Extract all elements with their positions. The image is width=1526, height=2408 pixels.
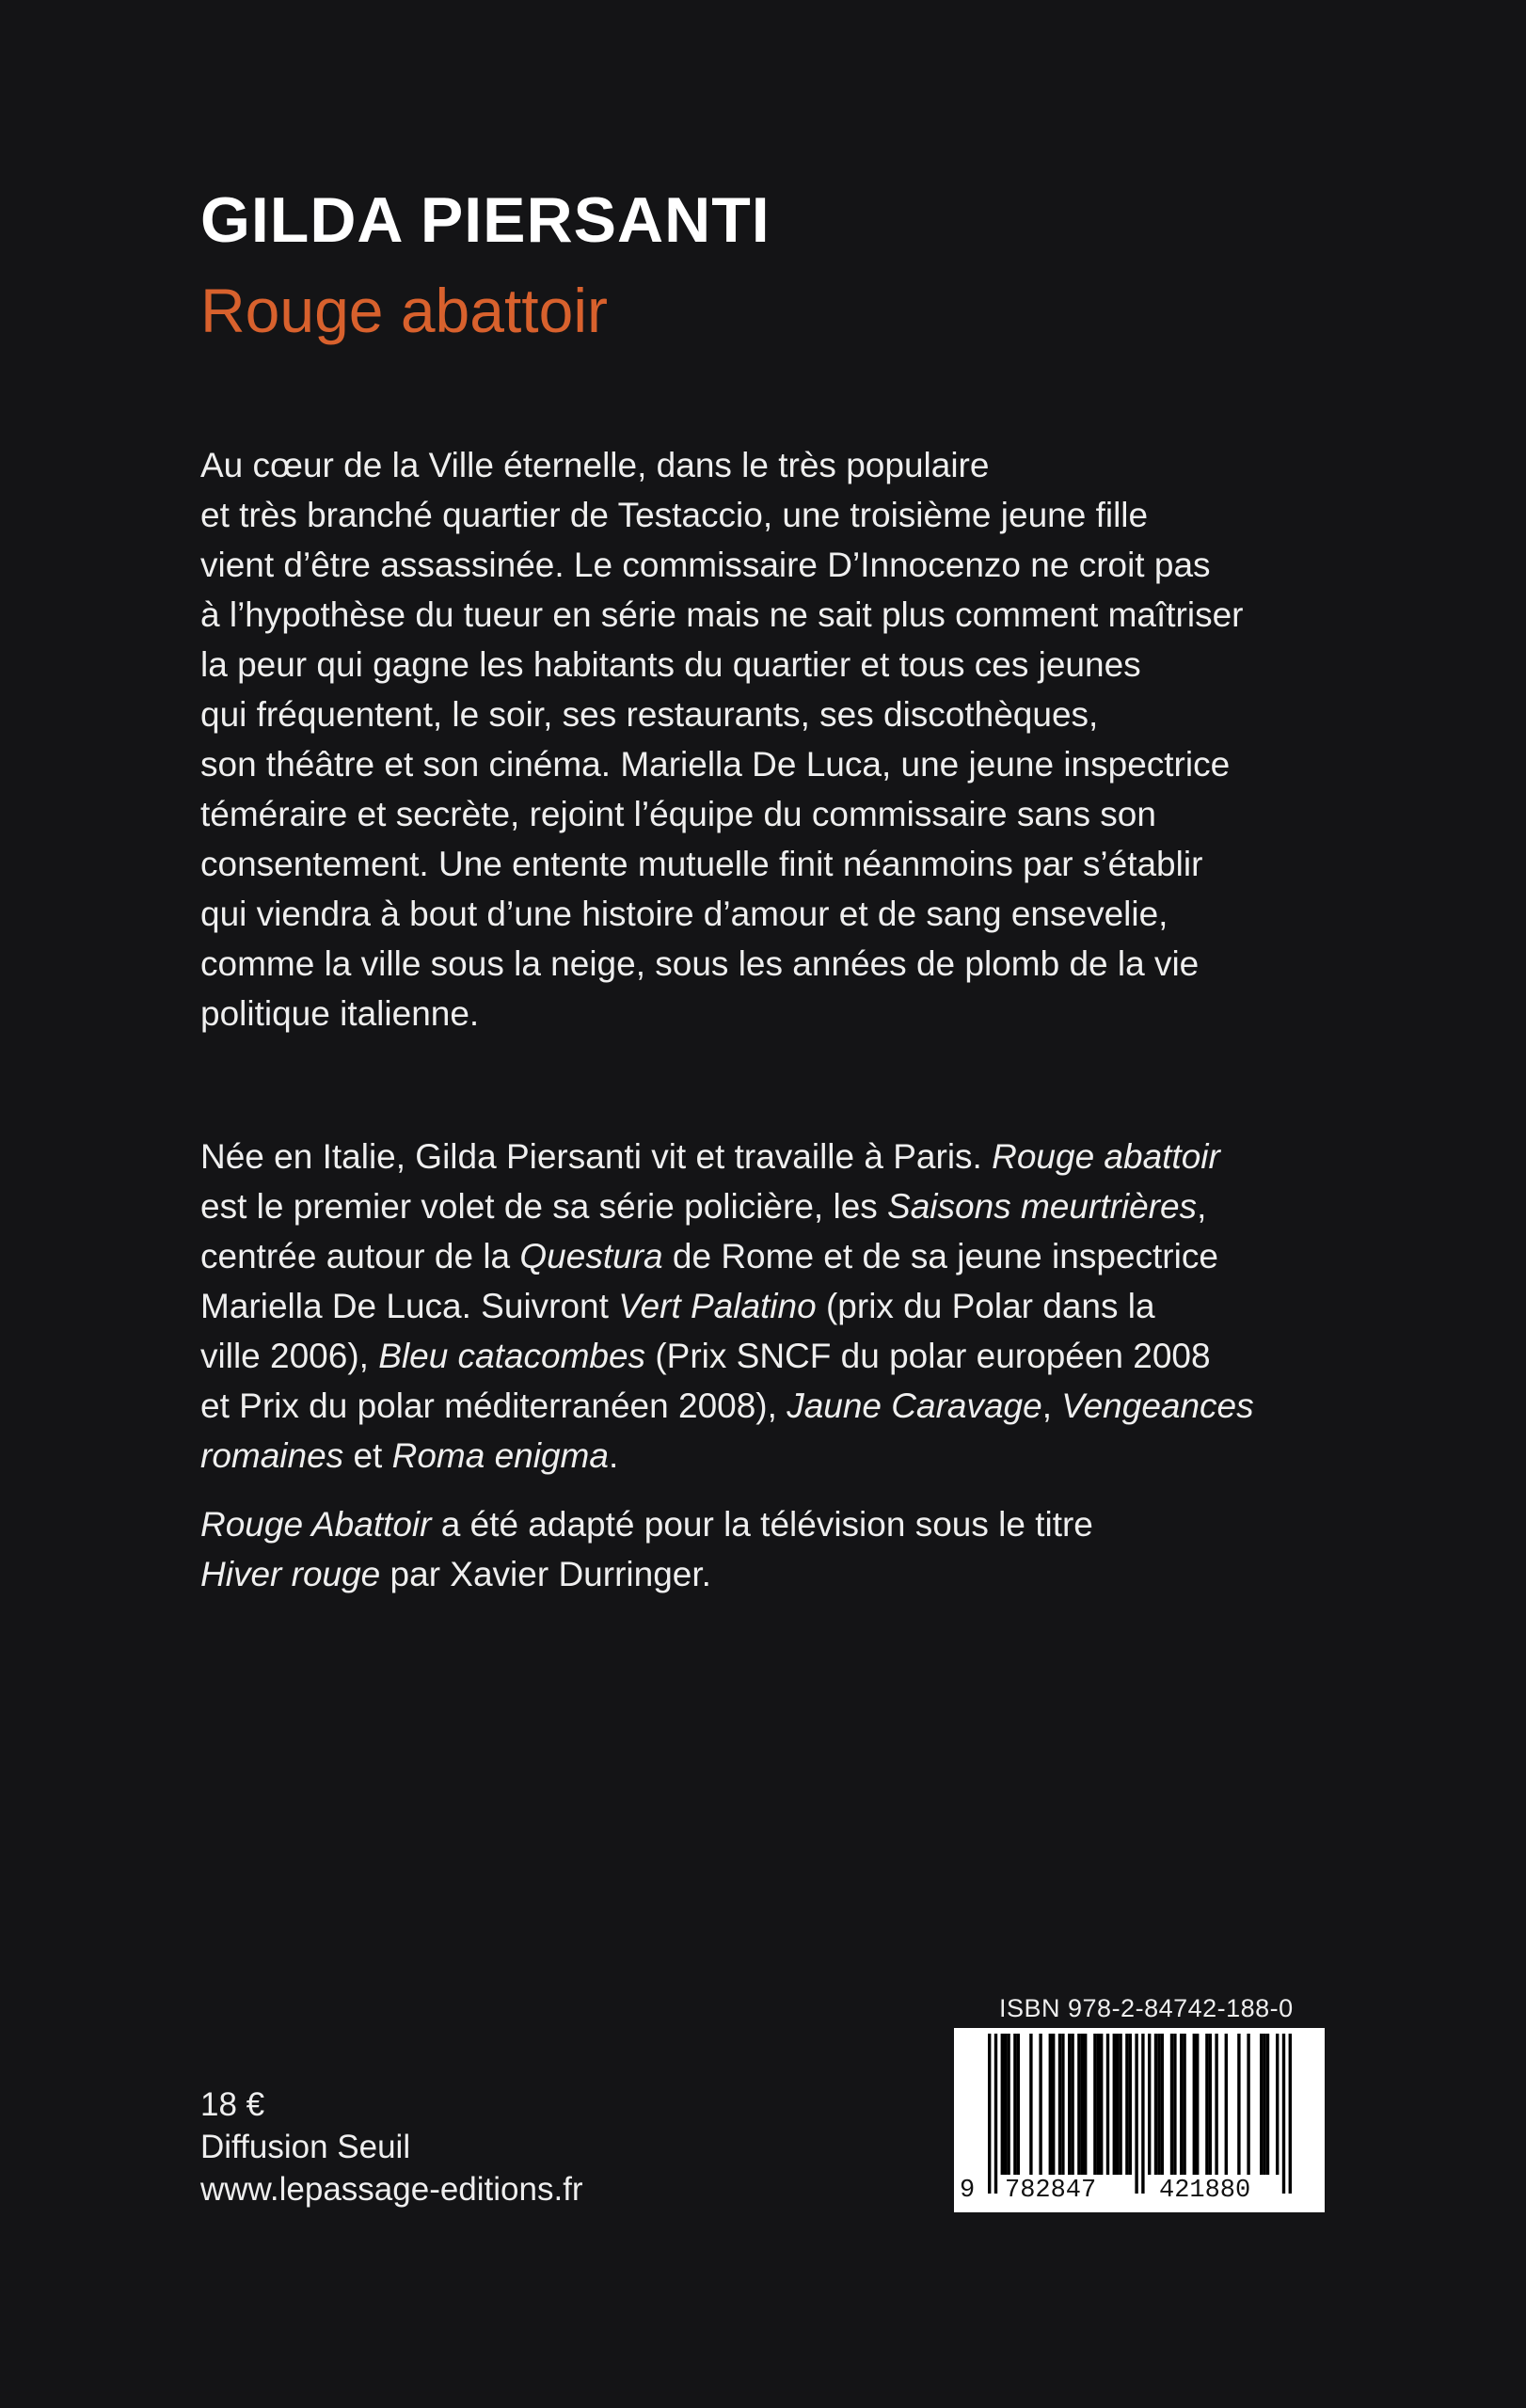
- barcode-right-digits: 421880: [1159, 2177, 1251, 2205]
- synopsis-line: téméraire et secrète, rejoint l’équipe du commissaire sans son: [200, 795, 1156, 833]
- barcode: [954, 2028, 1325, 2212]
- barcode-bar: [1205, 2034, 1208, 2175]
- author-bio: [200, 1132, 1358, 1481]
- barcode-bar: [1049, 2034, 1052, 2175]
- adaptation-text: par Xavier Durringer.: [380, 1555, 711, 1593]
- adaptation-note: [200, 1499, 1358, 1599]
- barcode-bar: [1157, 2034, 1160, 2175]
- barcode-bar: [1097, 2034, 1100, 2175]
- bio-line: [200, 1132, 1358, 1181]
- barcode-bar: [1013, 2034, 1016, 2175]
- barcode-guard-bar: [994, 2034, 997, 2194]
- distributor: Diffusion Seuil: [200, 2129, 411, 2165]
- synopsis-line: à l’hypothèse du tueur en série mais ne sait plus comment maîtriser: [200, 595, 1244, 634]
- bio-text: ,: [1197, 1187, 1207, 1226]
- barcode-bar: [1183, 2034, 1185, 2175]
- barcode-bar: [1247, 2034, 1249, 2175]
- synopsis-line: comme la ville sous la neige, sous les années de plomb de la vie: [200, 944, 1200, 983]
- bio-text: ville 2006),: [200, 1337, 379, 1375]
- author-name: GILDA PIERSANTI: [200, 184, 771, 256]
- barcode-bar: [1001, 2034, 1004, 2175]
- barcode-bar: [1209, 2034, 1212, 2175]
- barcode-bar: [1180, 2034, 1183, 2175]
- bio-italic-term: Questura: [519, 1237, 663, 1275]
- barcode-bar: [1154, 2034, 1157, 2175]
- bio-book-title: romaines: [200, 1436, 344, 1475]
- synopsis-line: vient d’être assassinée. Le commissaire D’Innocenzo ne croit pas: [200, 546, 1211, 584]
- barcode-bar: [1017, 2034, 1020, 2175]
- website-url: www.lepassage-editions.fr: [200, 2171, 583, 2208]
- bio-book-title: Vert Palatino: [618, 1287, 817, 1325]
- synopsis-line: la peur qui gagne les habitants du quartier et tous ces jeunes: [200, 645, 1141, 684]
- adaptation-text: a été adapté pour la télévision sous le titre: [431, 1505, 1093, 1544]
- barcode-bar: [1007, 2034, 1009, 2175]
- barcode-bar: [1263, 2034, 1265, 2175]
- barcode-bar: [1266, 2034, 1269, 2175]
- bio-text: Née en Italie, Gilda Piersanti vit et travaille à Paris.: [200, 1137, 993, 1176]
- bio-line: [200, 1431, 1358, 1481]
- bio-text: .: [608, 1436, 619, 1475]
- adaptation-line: [200, 1549, 1358, 1599]
- publisher-info: [200, 2083, 583, 2210]
- barcode-bar: [1129, 2034, 1132, 2175]
- barcode-guard-bar: [1141, 2034, 1144, 2194]
- adaptation-line: [200, 1499, 1358, 1549]
- barcode-bar: [1068, 2034, 1071, 2175]
- barcode-bar: [1052, 2034, 1055, 2175]
- barcode-bar: [1215, 2034, 1217, 2175]
- bio-text: de Rome et de sa jeune inspectrice: [662, 1237, 1218, 1275]
- barcode-bar: [1276, 2034, 1279, 2175]
- synopsis-line: Au cœur de la Ville éternelle, dans le très populaire: [200, 446, 990, 484]
- synopsis-line: qui viendra à bout d’une histoire d’amour et de sang ensevelie,: [200, 895, 1168, 933]
- bio-line: [200, 1331, 1358, 1381]
- barcode-bar: [1084, 2034, 1087, 2175]
- barcode-bar: [1125, 2034, 1128, 2175]
- barcode-bar: [1077, 2034, 1080, 2175]
- barcode-digits: [954, 2175, 1325, 2209]
- barcode-bar: [1116, 2034, 1119, 2175]
- bio-book-title: Jaune Caravage: [787, 1386, 1042, 1425]
- adaptation-book-title: Rouge Abattoir: [200, 1505, 432, 1544]
- bio-text: Mariella De Luca. Suivront: [200, 1287, 619, 1325]
- barcode-bar: [1161, 2034, 1164, 2175]
- bio-series-title: Saisons meurtrières: [887, 1187, 1198, 1226]
- barcode-bar: [1100, 2034, 1103, 2175]
- bio-book-title: Vengeances: [1061, 1386, 1254, 1425]
- barcode-bar: [1170, 2034, 1173, 2175]
- bio-line: [200, 1231, 1358, 1281]
- adaptation-tv-title: Hiver rouge: [200, 1555, 381, 1593]
- bio-text: centrée autour de la: [200, 1237, 520, 1275]
- bio-text: et: [343, 1436, 392, 1475]
- barcode-bar: [1058, 2034, 1061, 2175]
- bio-text: ,: [1041, 1386, 1062, 1425]
- barcode-bar: [1260, 2034, 1263, 2175]
- price: 18 €: [200, 2086, 265, 2123]
- barcode-bar: [1237, 2034, 1240, 2175]
- barcode-bar: [1119, 2034, 1121, 2175]
- book-title: Rouge abattoir: [200, 276, 608, 345]
- barcode-bar: [1081, 2034, 1084, 2175]
- barcode-guard-bar: [1135, 2034, 1137, 2194]
- barcode-bar: [1225, 2034, 1228, 2175]
- bio-text: (Prix SNCF du polar européen 2008: [645, 1337, 1211, 1375]
- barcode-bar: [1093, 2034, 1096, 2175]
- synopsis-text: [200, 440, 1358, 1038]
- bio-text: (prix du Polar dans la: [816, 1287, 1155, 1325]
- bio-line: [200, 1181, 1358, 1231]
- bio-text: et Prix du polar méditerranéen 2008),: [200, 1386, 787, 1425]
- barcode-bar: [1004, 2034, 1007, 2175]
- barcode-bar: [1029, 2034, 1032, 2175]
- bio-book-title: Roma enigma: [391, 1436, 609, 1475]
- bio-text: est le premier volet de sa série policière, les: [200, 1187, 888, 1226]
- barcode-left-digits: 782847: [1005, 2177, 1097, 2205]
- bio-line: [200, 1281, 1358, 1331]
- barcode-bar: [1061, 2034, 1064, 2175]
- barcode-bar: [1113, 2034, 1116, 2175]
- bio-line: [200, 1381, 1358, 1431]
- bio-book-title: Bleu catacombes: [378, 1337, 646, 1375]
- barcode-bar: [1196, 2034, 1199, 2175]
- bio-book-title: Rouge abattoir: [992, 1137, 1220, 1176]
- synopsis-line: consentement. Une entente mutuelle finit néanmoins par s’établir: [200, 845, 1203, 883]
- synopsis-line: son théâtre et son cinéma. Mariella De Luca, une jeune inspectrice: [200, 745, 1231, 784]
- synopsis-line: et très branché quartier de Testaccio, une troisième jeune fille: [200, 496, 1149, 534]
- isbn-number: ISBN 978-2-84742-188-0: [999, 1994, 1294, 2022]
- barcode-bar: [1106, 2034, 1109, 2175]
- barcode-bar: [1148, 2034, 1151, 2175]
- barcode-guard-bar: [1289, 2034, 1292, 2194]
- barcode-guard-bar: [1282, 2034, 1285, 2194]
- barcode-guard-bar: [988, 2034, 991, 2194]
- barcode-bar: [1039, 2034, 1041, 2175]
- synopsis-line: qui fréquentent, le soir, ses restaurants, ses discothèques,: [200, 695, 1099, 734]
- barcode-first-digit: 9: [960, 2177, 976, 2205]
- barcode-bar: [1173, 2034, 1176, 2175]
- barcode-bar: [1193, 2034, 1196, 2175]
- barcode-bar: [1071, 2034, 1073, 2175]
- synopsis-line: politique italienne.: [200, 994, 480, 1033]
